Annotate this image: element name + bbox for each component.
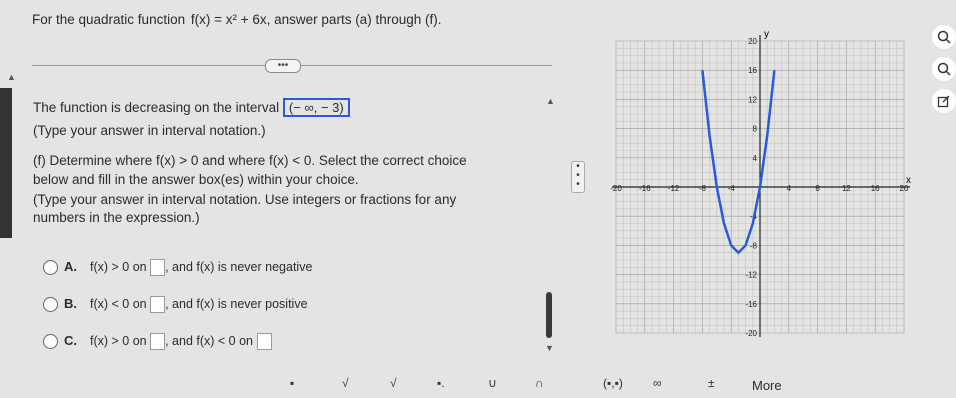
option-c-answer-box-2[interactable] — [257, 333, 272, 350]
option-a-radio[interactable] — [43, 260, 58, 275]
popout-icon[interactable] — [932, 89, 956, 113]
option-b-answer-box[interactable] — [150, 296, 165, 313]
y-tick-label: -16 — [745, 299, 757, 309]
option-a-answer-box[interactable] — [150, 259, 165, 276]
option-b-text — [90, 296, 308, 313]
y-tick-label: -4 — [749, 212, 757, 222]
x-axis-label: x — [906, 175, 911, 186]
option-c-pre: f(x) > 0 on — [90, 333, 147, 348]
part-e-hint: (Type your answer in interval notation.) — [33, 123, 266, 138]
x-tick-label: -4 — [727, 184, 735, 193]
y-axis-label: y — [764, 29, 769, 40]
x-tick-label: -12 — [667, 184, 680, 193]
y-tick-label: 8 — [752, 124, 757, 134]
x-tick-label: 8 — [815, 184, 820, 193]
toolbar-fraction[interactable]: ▪ — [290, 376, 295, 390]
toolbar-more-button[interactable]: More — [752, 378, 782, 393]
x-tick-label: -20 — [610, 184, 622, 193]
x-tick-label: 4 — [786, 184, 792, 193]
scroll-up-small-icon[interactable]: ▲ — [546, 96, 555, 106]
y-tick-label: -20 — [745, 329, 757, 338]
y-tick-label: 4 — [752, 153, 757, 163]
option-a-text — [90, 259, 312, 276]
scroll-down-icon[interactable]: ▼ — [545, 343, 554, 353]
x-tick-label: 12 — [841, 184, 851, 193]
zoom-in-icon[interactable] — [932, 25, 956, 49]
toolbar-nth-root[interactable]: √ — [390, 376, 397, 390]
x-tick-label: 16 — [870, 184, 880, 193]
divider-handle[interactable]: ••• — [265, 59, 301, 73]
x-tick-label: -8 — [698, 184, 706, 193]
option-a-pre: f(x) > 0 on — [90, 259, 147, 274]
option-c-radio[interactable] — [43, 334, 58, 349]
option-a-label: A. — [64, 259, 77, 274]
scroll-up-icon[interactable]: ▲ — [7, 72, 16, 82]
option-c-post: , and f(x) < 0 on — [165, 333, 254, 348]
parabola-graph — [610, 22, 935, 347]
toolbar-union[interactable]: ∪ — [488, 376, 497, 390]
option-b-radio[interactable] — [43, 297, 58, 312]
left-scrollbar[interactable] — [0, 88, 12, 238]
math-toolbar — [0, 372, 955, 398]
toolbar-intersection[interactable]: ∩ — [535, 376, 544, 390]
y-tick-label: 16 — [748, 66, 757, 76]
part-e-line — [33, 98, 350, 117]
toolbar-sqrt[interactable]: √ — [342, 376, 349, 390]
y-tick-label: -12 — [745, 270, 757, 280]
question-header — [32, 12, 441, 27]
y-tick-label: -8 — [749, 241, 757, 251]
toolbar-interval[interactable]: (▪,▪) — [603, 376, 623, 390]
part-f-line1: (f) Determine where f(x) > 0 and where f(x) < 0. Select the correct choice — [33, 153, 467, 168]
option-b-pre: f(x) < 0 on — [90, 296, 147, 311]
vertical-divider-handle[interactable]: • • • — [571, 161, 585, 193]
y-tick-label: 20 — [748, 37, 757, 46]
right-scrollbar[interactable] — [546, 292, 552, 338]
part-f-line2: below and fill in the answer box(es) within your choice. — [33, 172, 359, 187]
zoom-out-icon[interactable] — [932, 57, 956, 81]
header-function: f(x) = x² + 6x, — [190, 12, 271, 27]
x-tick-label: 20 — [899, 184, 909, 193]
header-prefix: For the quadratic function — [32, 12, 186, 27]
option-c-text — [90, 333, 272, 350]
toolbar-decimal[interactable]: ▪. — [437, 376, 445, 390]
option-b-label: B. — [64, 296, 77, 311]
part-f-line3: (Type your answer in interval notation. Use integers or fractions for any — [33, 192, 457, 207]
toolbar-plus-minus[interactable]: ± — [708, 376, 715, 390]
x-tick-label: -16 — [639, 184, 651, 193]
toolbar-infinity[interactable]: ∞ — [653, 376, 662, 390]
header-suffix: answer parts (a) through (f). — [274, 12, 442, 27]
part-e-answer-box[interactable]: (− ∞, − 3) — [283, 98, 350, 117]
option-c-label: C. — [64, 333, 77, 348]
option-a-post: , and f(x) is never negative — [165, 259, 313, 274]
option-b-post: , and f(x) is never positive — [165, 296, 308, 311]
option-c-answer-box-1[interactable] — [150, 333, 165, 350]
part-e-sentence: The function is decreasing on the interval — [33, 100, 280, 115]
y-tick-label: 12 — [748, 95, 757, 105]
part-f-line4: numbers in the expression.) — [33, 210, 200, 225]
